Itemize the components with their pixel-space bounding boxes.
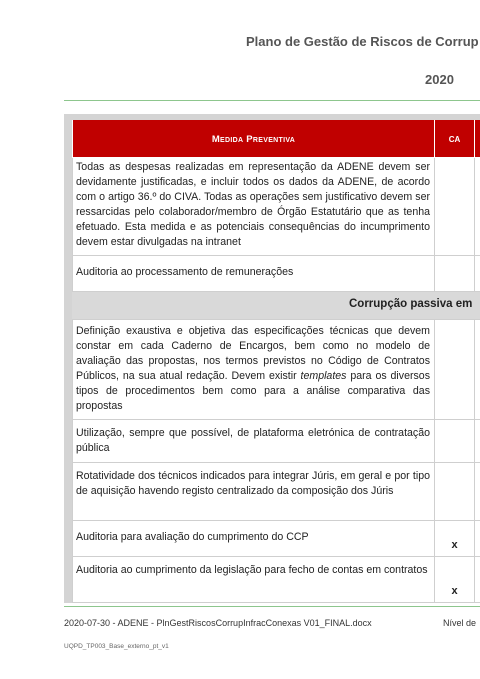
header-cell-next — [475, 120, 480, 158]
ca-cell — [435, 256, 475, 292]
ca-cell — [435, 158, 475, 256]
table-row — [72, 256, 480, 292]
measure-cell — [72, 463, 435, 521]
table-row — [72, 320, 480, 420]
measure-text: Auditoria ao cumprimento da legislação para fecho de contas em contratos — [76, 564, 428, 576]
measure-cell — [72, 256, 435, 292]
next-cell — [475, 256, 480, 292]
measures-table — [72, 120, 480, 603]
table-row — [72, 463, 480, 521]
measure-text: Utilização, sempre que possível, de plataforma eletrónica de contratação pública — [76, 427, 430, 454]
next-cell — [475, 320, 480, 420]
next-cell — [475, 521, 480, 557]
footer-filename: 2020-07-30 - ADENE - PlnGestRiscosCorrupInfracConexas V01_FINAL.docx — [64, 618, 372, 628]
measure-text — [76, 324, 430, 414]
table-row — [72, 158, 480, 256]
ca-cell — [435, 320, 475, 420]
column-header-medida: Medida Preventiva — [211, 134, 296, 145]
next-cell — [475, 420, 480, 463]
ca-mark: x — [451, 585, 458, 597]
ca-cell — [435, 521, 475, 557]
measure-cell — [72, 320, 435, 420]
ca-cell — [435, 463, 475, 521]
header-cell-medida — [72, 120, 435, 158]
measure-text: Rotatividade dos técnicos indicados para integrar Júris, em geral e por tipo de aquisição havendo registo centralizado da composição dos Júris — [76, 470, 430, 497]
table-row — [72, 521, 480, 557]
measure-cell — [72, 420, 435, 463]
ca-mark: x — [451, 539, 458, 551]
table-header-row — [72, 120, 480, 158]
measure-text: Auditoria ao processamento de remunerações — [76, 266, 294, 278]
measure-text-part: para os diversos tipos de procedimentos bem como para a análise comparativa das propostas — [76, 370, 430, 412]
footer-classification: Nível de — [443, 618, 477, 628]
measure-cell — [72, 158, 435, 256]
header-divider — [64, 100, 480, 101]
measure-text-italic: templates — [300, 370, 347, 382]
measure-text: Todas as despesas realizadas em representação da ADENE devem ser devidamente justificadas, e incluir todos os dados da ADENE, de acordo com o artigo 36.º do CIVA. Todas as operações sem justificativo devem ser ressarcidas pelo colaborador/membro de Órgão Estatutário que as tenha efetuado. Esta medida e as potenciais consequências do incumprimento devem estar divulgadas na intranet — [76, 161, 430, 248]
ca-cell — [435, 420, 475, 463]
table-row — [72, 420, 480, 463]
section-header-row — [72, 292, 480, 320]
measure-cell — [72, 521, 435, 557]
measure-cell — [72, 557, 435, 603]
footer-divider — [64, 606, 480, 607]
document-title: Plano de Gestão de Riscos de Corrup — [246, 34, 479, 49]
next-cell — [475, 158, 480, 256]
header-cell-ca — [435, 120, 475, 158]
next-cell — [475, 557, 480, 603]
next-cell — [475, 463, 480, 521]
measure-text-part: Definição exaustiva e objetiva das especificações técnicas que devem constar em cada Caderno de Encargos, bem como no modelo de avaliação das propostas, nos termos previstos no Código de Contratos Públicos, na sua atual redação. Devem existir — [76, 325, 430, 382]
table-row — [72, 557, 480, 603]
ca-cell — [435, 557, 475, 603]
section-title: Corrupção passiva em — [349, 298, 473, 310]
document-year: 2020 — [425, 72, 454, 87]
measure-text: Auditoria para avaliação do cumprimento do CCP — [76, 531, 309, 543]
column-header-ca: CA — [448, 135, 461, 144]
footer-template-id: UQPD_TP003_Base_externo_pt_v1 — [64, 643, 169, 650]
